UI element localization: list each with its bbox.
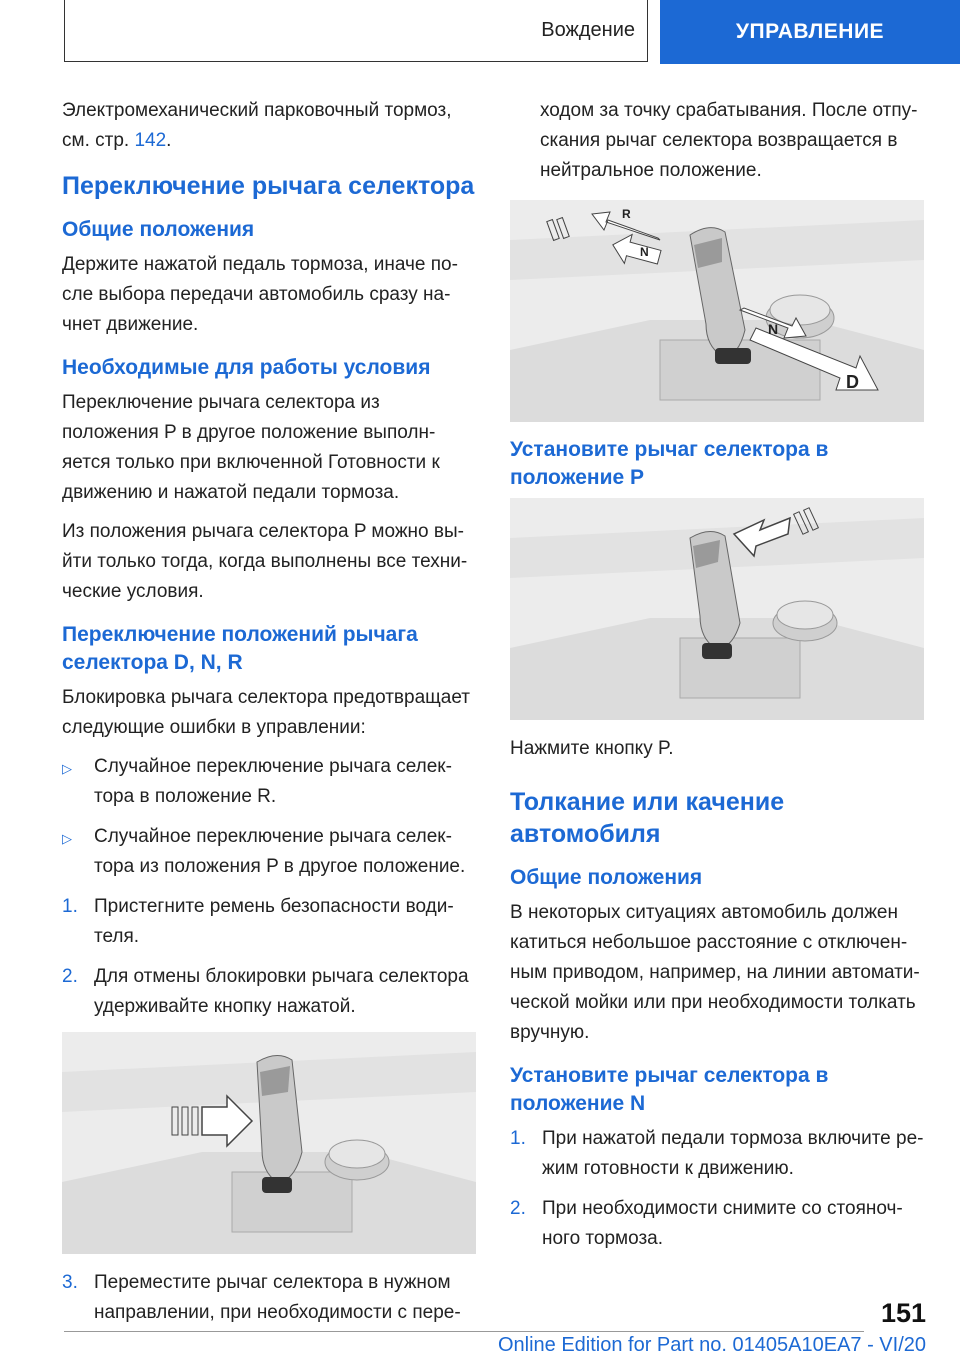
heading-shift-selector: Переключение рычага селектора (62, 172, 475, 200)
label-d: D (846, 372, 859, 392)
step-number: 1. (62, 896, 78, 917)
step-number: 3. (62, 1272, 78, 1293)
section-tab[interactable] (64, 0, 648, 62)
label-n: N (768, 321, 779, 337)
step-number: 2. (62, 966, 78, 987)
gear-lever-illustration (62, 1032, 476, 1254)
figure-selector-unlock (62, 1032, 476, 1254)
paragraph-general-2: В некоторых ситуациях автомобиль должен катиться небольшое расстояние с отключен-ным приводом, например, на линии автомати-ческой мойки или при необходимости толкать вручную. (510, 902, 920, 1043)
list-item: ▷ Случайное переключение рычага селек-тора в положение R. (62, 756, 452, 807)
chapter-title: УПРАВЛЕНИЕ (735, 20, 885, 43)
heading-set-p: Установите рычаг селектора в положение P (510, 438, 829, 489)
paragraph-conditions-1: Переключение рычага селектора из положения P в другое положение выполн-яется только при включенной Готовности к движению и нажатой педали тормоза. (62, 392, 440, 503)
paragraph-general: Держите нажатой педаль тормоза, иначе по-сле выбора передачи автомобиль сразу на-чнет движение. (62, 254, 458, 335)
heading-push-vehicle: Толкание или качение автомобиля (510, 788, 785, 848)
section-title: Вождение (541, 19, 635, 41)
heading-general-2: Общие положения (510, 866, 703, 889)
label-n-top: N (640, 245, 649, 259)
chapter-tab[interactable] (660, 0, 960, 64)
step-number: 1. (510, 1128, 526, 1149)
heading-general: Общие положения (62, 218, 255, 241)
heading-dnr: Переключение положений рычага селектора D, N, R (62, 623, 418, 674)
figure-p-button (510, 498, 924, 720)
paragraph-press-p: Нажмите кнопку P. (510, 738, 674, 759)
step-item: 3. Переместите рычаг селектора в нужном направлении, при необходимости с пере- (62, 1268, 476, 1328)
step-item: 1. При нажатой педали тормоза включите ре-жим готовности к движению. (510, 1124, 924, 1184)
label-r: R (622, 207, 631, 221)
page-header (0, 0, 960, 66)
list-item: ▷ Случайное переключение рычага селек-тора из положения P в другое положение. (62, 826, 466, 877)
step-number: 2. (510, 1198, 526, 1219)
paragraph-continued: ходом за точку срабатывания. После отпу-скания рычаг селектора возвращается в нейтральное положение. (540, 100, 918, 181)
paragraph-lock: Блокировка рычага селектора предотвращает следующие ошибки в управлении: (62, 687, 470, 738)
heading-conditions: Необходимые для работы условия (62, 356, 431, 379)
footer-divider (64, 1331, 864, 1332)
page-link[interactable]: 142 (134, 130, 167, 151)
figure-lever-directions (510, 200, 924, 422)
bullet-triangle-icon: ▷ (62, 831, 72, 846)
edition-link[interactable]: Online Edition for Part no. 01405A10EA7 - VI/20 (497, 1334, 926, 1356)
left-column (62, 96, 476, 1338)
paragraph-conditions-2: Из положения рычага селектора P можно вы-йти только тогда, когда выполнены все техни-ческие условия. (62, 521, 468, 602)
right-column (510, 96, 924, 1264)
intro-paragraph: Электромеханический парковочный тормоз, см. стр. 142. (62, 100, 452, 151)
step-item: 2. Для отмены блокировки рычага селектора удерживайте кнопку нажатой. (62, 962, 476, 1022)
gear-directions-illustration (510, 200, 924, 422)
step-item: 2. При необходимости снимите со стояноч-ного тормоза. (510, 1194, 924, 1254)
step-item: 1. Пристегните ремень безопасности води-теля. (62, 892, 476, 952)
page-number: 151 (880, 1298, 926, 1328)
p-button-illustration (510, 498, 924, 720)
bullet-triangle-icon: ▷ (62, 761, 72, 776)
heading-set-n: Установите рычаг селектора в положение N (510, 1064, 829, 1115)
